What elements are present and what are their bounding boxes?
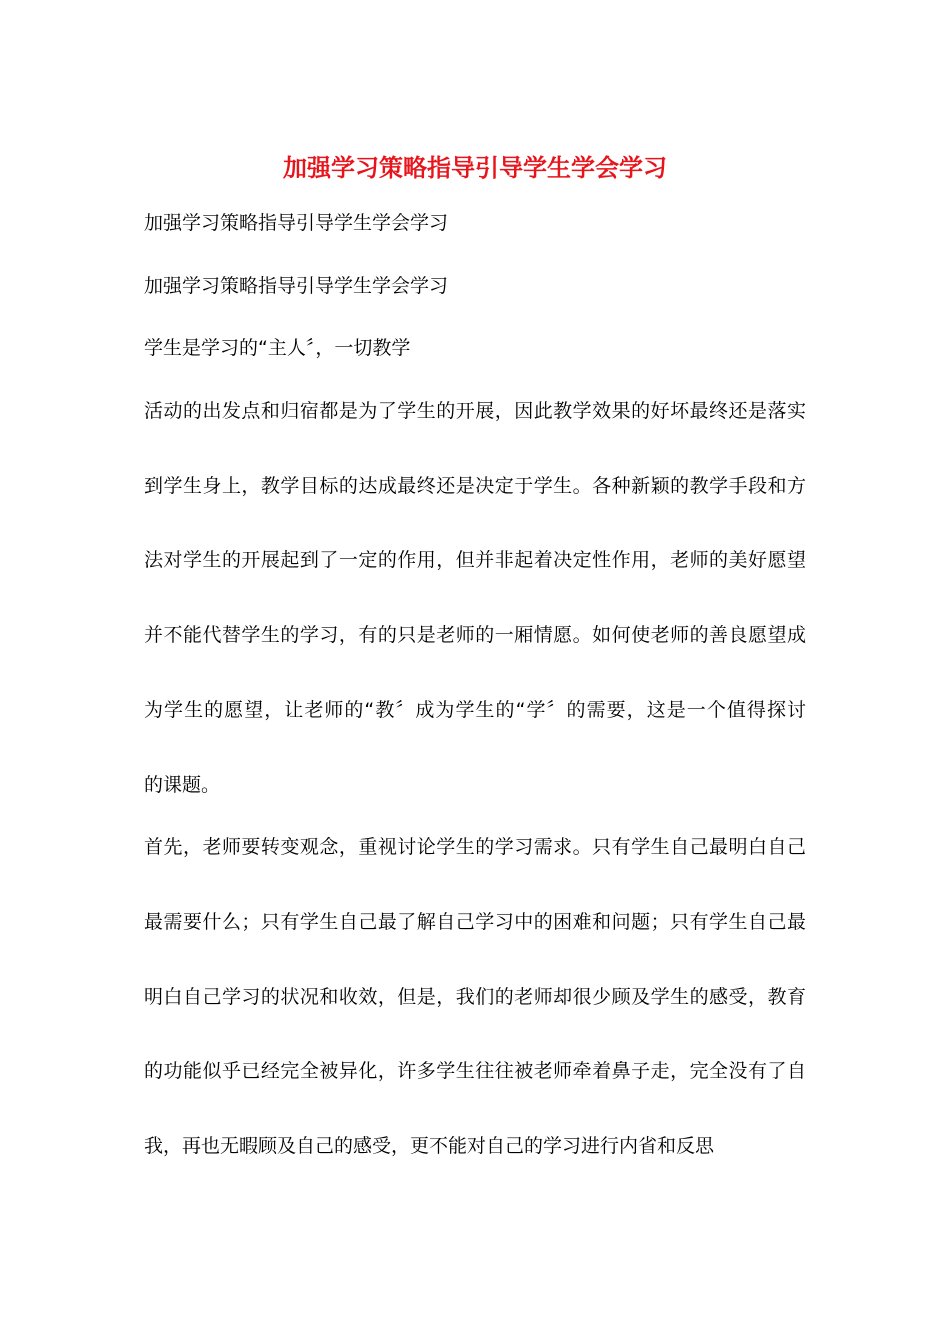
- paragraph-line: 法对学生的开展起到了一定的作用，但并非起着决定性作用，老师的美好愿望: [144, 549, 806, 571]
- document-title: 加强学习策略指导引导学生学会学习: [283, 153, 667, 182]
- heading-line: 加强学习策略指导引导学生学会学习: [144, 275, 449, 297]
- paragraph-line: 并不能代替学生的学习，有的只是老师的一厢情愿。如何使老师的善良愿望成: [144, 624, 806, 646]
- intro-line: 学生是学习的“主人〞，一切教学: [144, 337, 411, 359]
- paragraph-line: 最需要什么；只有学生自己最了解自己学习中的困难和问题；只有学生自己最: [144, 911, 806, 933]
- paragraph-line: 首先，老师要转变观念，重视讨论学生的学习需求。只有学生自己最明白自己: [144, 836, 806, 858]
- paragraph-line: 我，再也无暇顾及自己的感受，更不能对自己的学习进行内省和反思: [144, 1135, 715, 1157]
- paragraph-line: 的功能似乎已经完全被异化，许多学生往往被老师牵着鼻子走，完全没有了自: [144, 1060, 806, 1082]
- paragraph-line: 为学生的愿望，让老师的“教〞成为学生的“学〞的需要，这是一个值得探讨: [144, 699, 806, 721]
- paragraph-line: 明白自己学习的状况和收效，但是，我们的老师却很少顾及学生的感受，教育: [144, 986, 806, 1008]
- paragraph-line: 的课题。: [144, 774, 221, 796]
- paragraph-line: 到学生身上，教学目标的达成最终还是决定于学生。各种新颖的教学手段和方: [144, 475, 806, 497]
- heading-line: 加强学习策略指导引导学生学会学习: [144, 212, 449, 234]
- paragraph-line: 活动的出发点和归宿都是为了学生的开展，因此教学效果的好坏最终还是落实: [144, 400, 806, 422]
